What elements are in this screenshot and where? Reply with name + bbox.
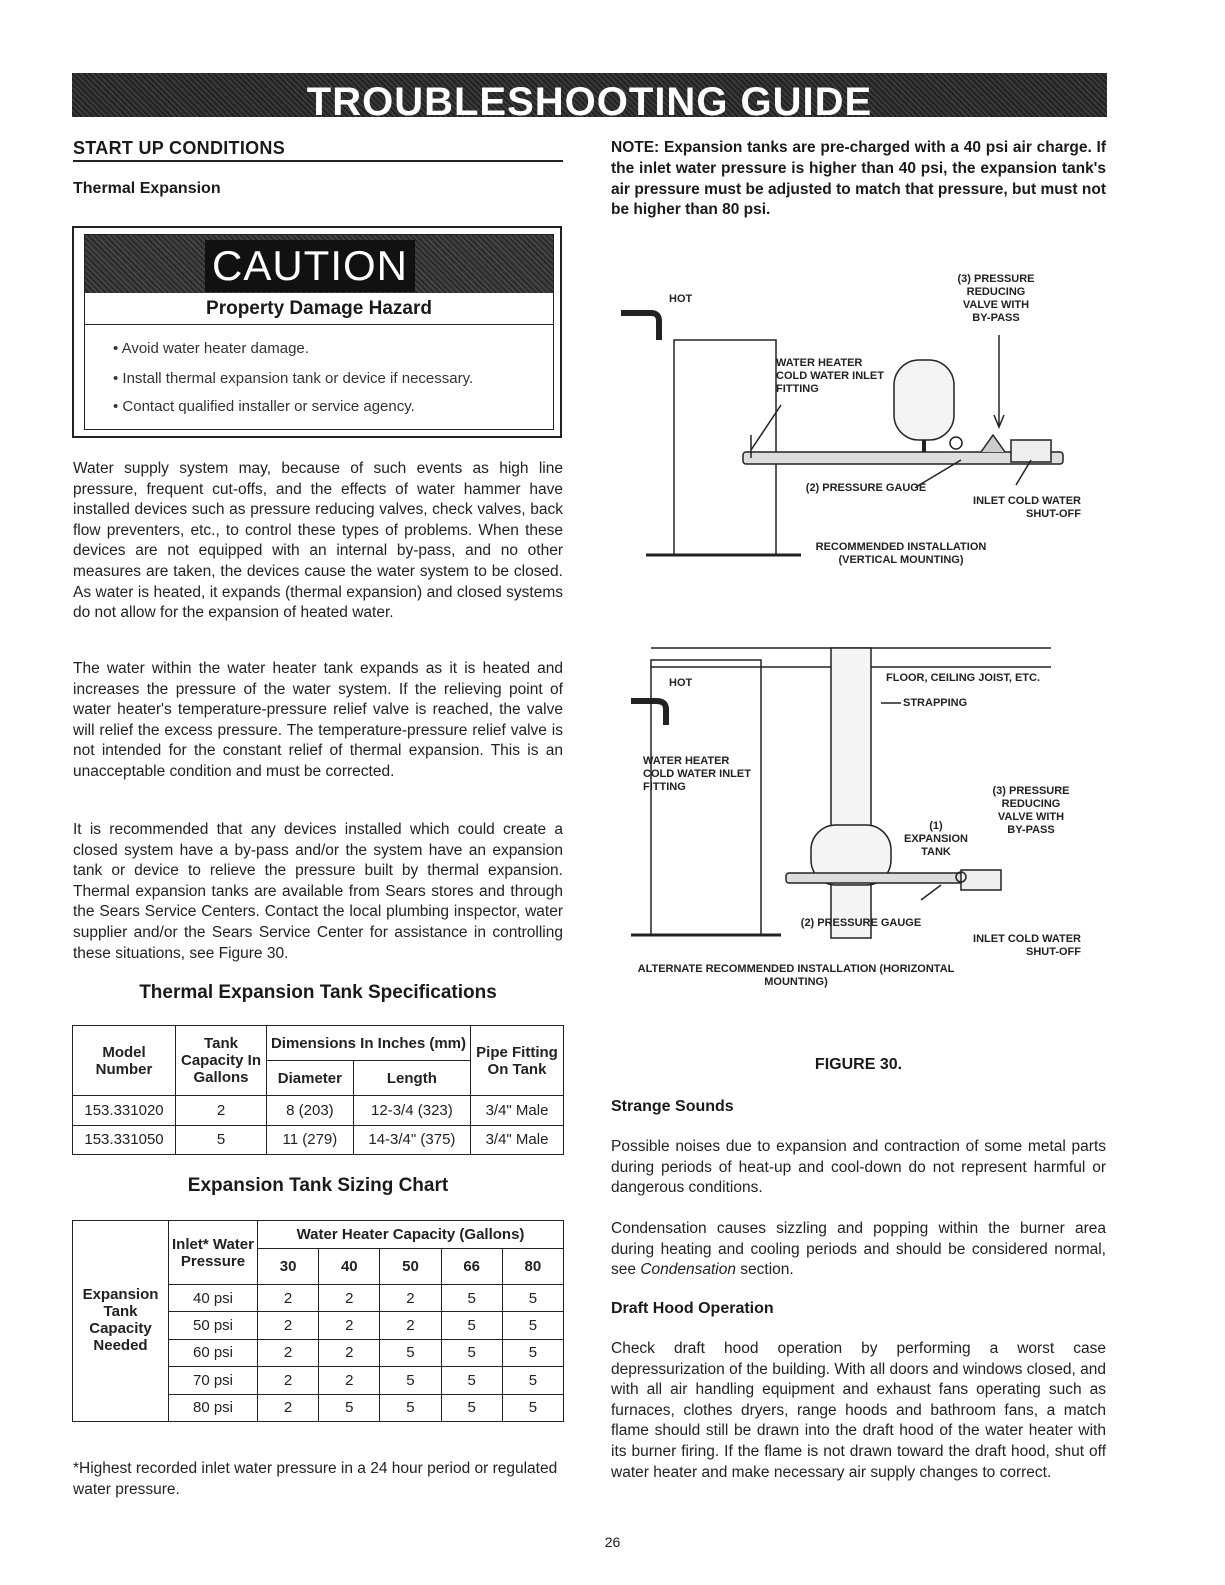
table-cell: 2 — [176, 1096, 267, 1126]
table-cell: 14-3/4" (375) — [353, 1125, 470, 1155]
spec-header-pipe: Pipe Fitting On Tank — [471, 1026, 564, 1096]
label-hot: HOT — [669, 677, 693, 689]
table-cell: 2 — [258, 1285, 319, 1312]
label-inlet-fitting: WATER HEATER COLD WATER INLET FITTING — [776, 357, 884, 395]
spec-header-length: Length — [353, 1061, 470, 1096]
caution-bullet: • Contact qualified installer or service agency. — [113, 398, 415, 415]
section-title: START UP CONDITIONS — [73, 138, 286, 158]
label-expansion-tank: (1) EXPANSION TANK — [904, 820, 968, 858]
table-cell: 3/4" Male — [471, 1125, 564, 1155]
paragraph-text: Condensation causes sizzling and popping within the burner area during heating and cooling periods and should be considered normal, see — [611, 1220, 1106, 1279]
footnote: *Highest recorded inlet water pressure in a 24 hour period or regulated water pressure. — [73, 1460, 558, 1498]
table-cell: 5 — [441, 1312, 502, 1339]
table-cell: 60 psi — [169, 1339, 258, 1366]
table-cell: 2 — [258, 1367, 319, 1394]
table-cell: 2 — [258, 1339, 319, 1366]
table-cell: 5 — [380, 1367, 441, 1394]
page-number: 26 — [604, 1534, 621, 1550]
condensation-reference: Condensation — [640, 1261, 736, 1279]
strapping-post — [831, 648, 871, 938]
paragraph: Check draft hood operation by performing a worst case depressurization of the building. With all doors and windows closed, and with all air handling equipment and exhaust fans operating such as furnaces, clothes dryers, range hoods and bathroom fans, a match flame should still be drawn into the draft hood of the water heater with its burner firing. If the flame is not drawn toward the draft hood, shut off water heater and make necessary air supply changes to correct. — [611, 1340, 1106, 1481]
sizing-table-title: Expansion Tank Sizing Chart — [187, 1175, 449, 1196]
label-shutoff: INLET COLD WATER SHUT-OFF — [973, 933, 1081, 958]
sizing-header-capacity: Water Heater Capacity (Gallons) — [258, 1221, 564, 1249]
paragraph: Water supply system may, because of such events as high line pressure, frequent cut-offs, and the effects of water hammer have installed devices such as pressure reducing valves, check valves, back flow preventers, etc., to control these types of problems. When these devices are not equipped with an internal by-pass, and no other measures are taken, the devices cause the water system to be closed. As water is heated, it expands (thermal expansion) and closed systems do not allow for the expansion of heated water. — [73, 460, 563, 622]
expansion-tank-icon — [894, 360, 954, 440]
hazard-title: Property Damage Hazard — [85, 294, 553, 325]
sizing-capacity: 30 — [258, 1249, 319, 1285]
spec-table — [72, 1025, 564, 1155]
table-cell: 5 — [441, 1394, 502, 1421]
label-pressure-gauge: (2) PRESSURE GAUGE — [800, 917, 922, 929]
spec-header-diameter: Diameter — [267, 1061, 354, 1096]
spec-table-title: Thermal Expansion Tank Specifications — [139, 982, 497, 1003]
paragraph: Possible noises due to expansion and contraction of some metal parts during periods of heat-up and cool-down do not represent harmful or dangerous conditions. — [611, 1138, 1106, 1197]
diagram-caption: RECOMMENDED INSTALLATION (VERTICAL MOUNTING) — [815, 541, 987, 566]
table-cell: 2 — [319, 1285, 380, 1312]
sizing-header-inlet: Inlet* Water Pressure — [169, 1221, 258, 1285]
shutoff-valve-icon — [1011, 440, 1051, 462]
sizing-table — [72, 1220, 564, 1422]
diagram-caption: ALTERNATE RECOMMENDED INSTALLATION (HORIZONTAL MOUNTING) — [637, 963, 955, 988]
table-cell: 2 — [319, 1367, 380, 1394]
table-cell: 153.331050 — [73, 1125, 176, 1155]
table-cell: 70 psi — [169, 1367, 258, 1394]
table-cell: 8 (203) — [267, 1096, 354, 1126]
table-cell: 2 — [319, 1312, 380, 1339]
spec-header-dimensions: Dimensions In Inches (mm) — [267, 1026, 471, 1061]
water-heater-tank — [674, 340, 776, 555]
sizing-capacity: 66 — [441, 1249, 502, 1285]
paragraph — [611, 1219, 1106, 1281]
page-banner — [72, 73, 1107, 117]
table-cell: 5 — [502, 1367, 563, 1394]
sizing-capacity: 80 — [502, 1249, 563, 1285]
label-inlet-fitting: WATER HEATER COLD WATER INLET FITTING — [643, 755, 751, 793]
table-cell: 5 — [441, 1367, 502, 1394]
table-cell: 2 — [258, 1312, 319, 1339]
table-cell: 153.331020 — [73, 1096, 176, 1126]
table-cell: 5 — [176, 1125, 267, 1155]
label-pressure-gauge: (2) PRESSURE GAUGE — [805, 482, 927, 494]
shutoff-valve-icon — [961, 870, 1001, 890]
subsection-title: Thermal Expansion — [73, 180, 221, 197]
paragraph-text: section. — [735, 1261, 794, 1279]
table-cell: 5 — [502, 1312, 563, 1339]
table-cell: 2 — [380, 1312, 441, 1339]
table-cell: 5 — [502, 1394, 563, 1421]
draft-hood-title: Draft Hood Operation — [611, 1300, 774, 1317]
figure-caption: FIGURE 30. — [814, 1056, 903, 1073]
label-floor: FLOOR, CEILING JOIST, ETC. — [886, 672, 1041, 684]
table-cell: 11 (279) — [267, 1125, 354, 1155]
table-cell: 5 — [502, 1339, 563, 1366]
table-cell: 2 — [319, 1339, 380, 1366]
label-strapping: STRAPPING — [903, 697, 968, 709]
table-cell: 3/4" Male — [471, 1096, 564, 1126]
table-cell: 2 — [380, 1285, 441, 1312]
table-cell: 5 — [380, 1394, 441, 1421]
label-shutoff: INLET COLD WATER SHUT-OFF — [973, 495, 1081, 520]
table-cell: 5 — [441, 1285, 502, 1312]
banner-title: TROUBLESHOOTING GUIDE — [306, 80, 873, 117]
expansion-note: NOTE: Expansion tanks are pre-charged with a 40 psi air charge. If the inlet water pressure is higher than 40 psi, the expansion tank's air pressure must be adjusted to match that pressure, but must not be higher than 80 psi. — [611, 139, 1106, 219]
sizing-capacity: 50 — [380, 1249, 441, 1285]
label-prv: (3) PRESSURE REDUCING VALVE WITH BY-PASS — [992, 785, 1070, 836]
label-hot: HOT — [669, 293, 693, 305]
diagram-horizontal-mounting — [611, 645, 1106, 990]
table-cell: 5 — [502, 1285, 563, 1312]
sizing-capacity: 40 — [319, 1249, 380, 1285]
strange-sounds-title: Strange Sounds — [611, 1098, 734, 1115]
diagram-vertical-mounting — [611, 265, 1106, 585]
table-cell: 5 — [441, 1339, 502, 1366]
table-row — [73, 1125, 564, 1155]
paragraph: It is recommended that any devices installed which could create a closed system have a by-pass and/or the system have an expansion tank or device to relieve the pressure built by thermal expansion. Thermal expansion tanks are available from Sears stores and through the Sears Service Centers. Contact the local plumbing inspector, water supplier and/or the Sears Service Center for assistance in controlling these situations, see Figure 30. — [73, 821, 563, 962]
spec-header-capacity: Tank Capacity In Gallons — [176, 1026, 267, 1096]
spec-header-model: Model Number — [73, 1026, 176, 1096]
caution-label: CAUTION — [205, 240, 415, 292]
table-row — [73, 1096, 564, 1126]
table-cell: 5 — [319, 1394, 380, 1421]
table-cell: 80 psi — [169, 1394, 258, 1421]
section-rule — [73, 160, 563, 162]
label-prv: (3) PRESSURE REDUCING VALVE WITH BY-PASS — [957, 273, 1035, 324]
table-cell: 40 psi — [169, 1285, 258, 1312]
table-cell: 12-3/4 (323) — [353, 1096, 470, 1126]
paragraph: The water within the water heater tank expands as it is heated and increases the pressure of the water system. If the relieving point of water heater's temperature-pressure relief valve is reached, the valve will relief the excess pressure. The temperature-pressure relief valve is not intended for the constant relief of thermal expansion. This is an unacceptable condition and must be corrected. — [73, 660, 563, 780]
table-cell: 2 — [258, 1394, 319, 1421]
caution-bullet: • Install thermal expansion tank or device if necessary. — [113, 370, 474, 387]
table-cell: 5 — [380, 1339, 441, 1366]
caution-bullet: • Avoid water heater damage. — [113, 340, 309, 357]
sizing-side-label: Expansion Tank Capacity Needed — [73, 1221, 169, 1422]
table-cell: 50 psi — [169, 1312, 258, 1339]
